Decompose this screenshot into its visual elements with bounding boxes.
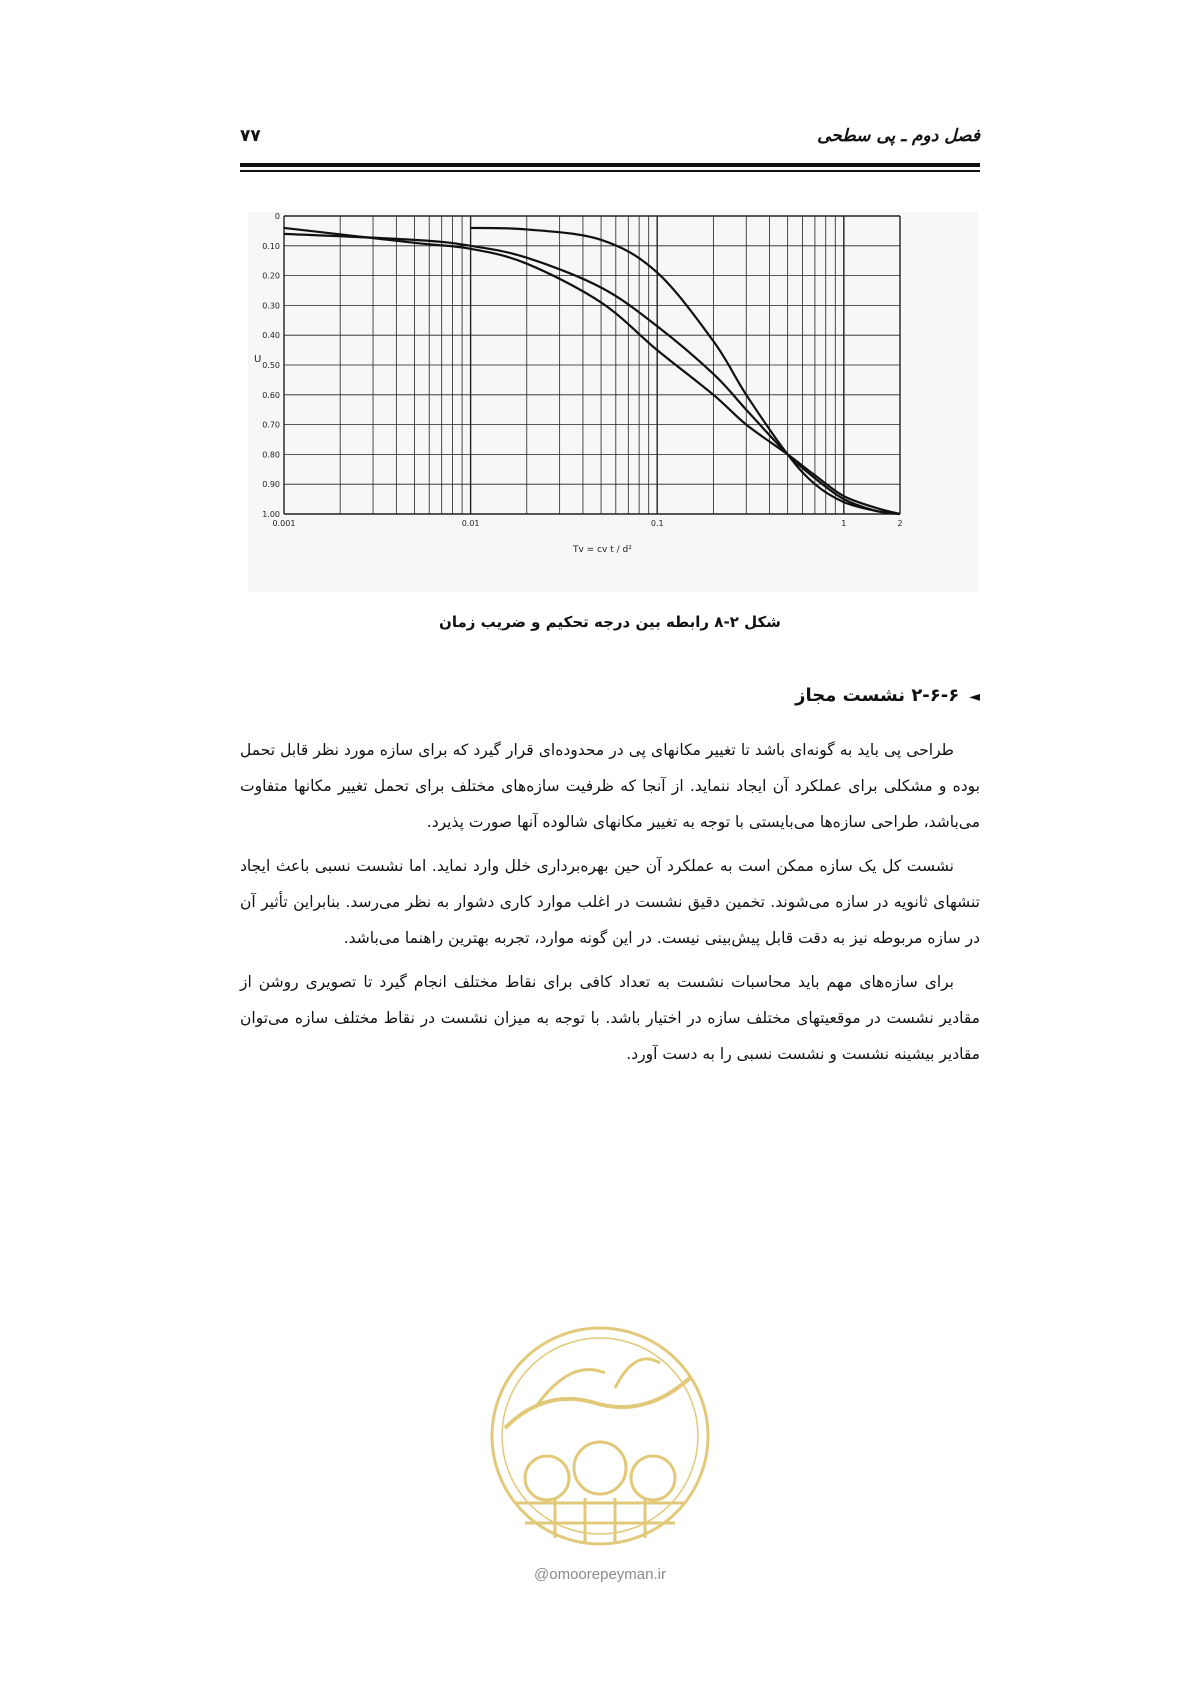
page-header [240,126,980,152]
x-tick-label: 0.001 [272,519,296,528]
watermark-logo [485,1318,715,1588]
section-marker-icon: ◄ [969,689,980,705]
chapter-title: فصل دوم ـ پی سطحی [817,126,980,146]
y-tick-label: 0.30 [262,301,280,311]
section-heading [240,685,980,706]
y-tick-label: 0.50 [262,361,280,370]
y-tick-label: 0.10 [262,241,280,251]
figure-caption: شکل ۲-۸ رابطه بین درجه تحکیم و ضریب زمان [439,613,781,631]
paragraph: طراحی پی باید به گونه‌ای باشد تا تغییر مکانهای پی در محدوده‌ای قرار گیرد که برای سازه مورد نظر قابل تحمل بوده و مشکلی برای عملکرد آن ایجاد ننماید. از آنجا که ظرفیت سازه‌های مختلف برای تحمل تغییر مکانها متفاوت می‌باشد، طراحی سازه‌ها می‌بایستی با توجه به تغییر مکانهای شالوده آنها صورت پذیرد. [240,741,980,831]
paragraph: برای سازه‌های مهم باید محاسبات نشست به تعداد کافی برای نقاط مختلف انجام گیرد تا تصویری روشن از مقادیر نشست در موقعیتهای مختلف سازه در اختیار باشد. با توجه به میزان نشست در نقاط مختلف سازه می‌توان مقادیر بیشینه نشست و نشست نسبی را به دست آورد. [240,973,980,1063]
y-tick-label: 0.90 [262,480,280,490]
header-rule-thin [240,170,980,172]
page-number: ۷۷ [240,126,261,146]
y-tick-label: 0 [274,212,280,221]
y-tick-label: 0.20 [262,271,280,281]
header-rule-thick [240,163,980,167]
x-tick-label: 2 [897,519,903,528]
section-heading-text: ۲-۶-۶ نشست مجاز [795,685,960,706]
x-axis-label-text: Tv = cv t / d² [573,545,632,555]
watermark-url: @omoorepeyman.ir [534,1566,666,1583]
y-axis-label: U [254,354,262,365]
y-tick-label: 0.60 [262,390,280,400]
y-tick-label: 0.80 [262,450,280,460]
x-tick-label: 1 [841,519,847,528]
x-tick-label: 0.1 [650,519,664,528]
watermark-seal-icon [485,1318,715,1558]
consolidation-chart [248,212,978,592]
x-tick-label: 0.01 [461,519,480,528]
y-tick-label: 0.70 [262,420,280,430]
y-tick-label: 1.00 [262,510,280,519]
x-axis-label [572,545,632,555]
y-tick-label: 0.40 [262,331,280,341]
body-text [240,732,980,1080]
paragraph: نشست کل یک سازه ممکن است به عملکرد آن حین بهره‌برداری خلل وارد نماید. اما نشست نسبی باعث ایجاد تنشهای ثانویه در سازه می‌شوند. تخمین دقیق نشست در اغلب موارد کاری دشوار به نظر می‌رسد. بنابراین تأثیر آن در سازه مربوطه نیز به دقت قابل پیش‌بینی نیست. در این گونه موارد، تجربه بهترین راهنما می‌باشد. [240,857,980,947]
chart-svg [248,212,978,592]
